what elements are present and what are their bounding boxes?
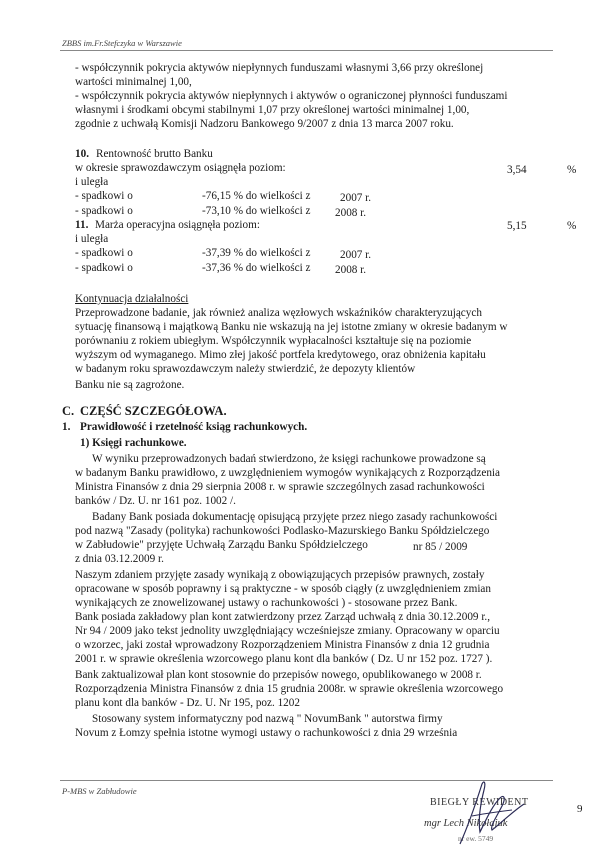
section-10-row-year: 2007 r.: [340, 192, 372, 204]
section-10-number: 10.: [75, 148, 89, 160]
section-10-row-label: - spadkowi o: [75, 190, 133, 202]
body-line: w Zabłudowie" przyjęte Uchwałą Zarządu Banku Spółdzielczego: [75, 539, 368, 551]
body-line: wynikających ze znowelizowanej ustawy o rachunkowości ) - stosowane przez Bank.: [75, 597, 458, 609]
section-10-row-label: - spadkowi o: [75, 205, 133, 217]
continuation-line: wyższym od wymaganego. Mimo złej jakość portfela kredytowego, oraz obniżenia kapitału: [75, 349, 486, 361]
body-line: Rozporządzenia Ministra Finansów z dnia 15 grudnia 2008r. w sprawie określenia wzorcowego: [75, 683, 504, 695]
section-11-row-label: - spadkowi o: [75, 247, 133, 259]
body-line: o wzorzec, jaki został wprowadzony Rozporządzeniem Ministra Finansów z dnia 12 grudnia: [75, 639, 490, 651]
section-11-row-pct: -37,36 % do wielkości z: [202, 262, 311, 274]
section-10-unit: %: [567, 164, 577, 176]
intro-line: zgodnie z uchwałą Komisji Nadzoru Bankowego 9/2007 z dnia 13 marca 2007 roku.: [75, 118, 454, 130]
continuation-line: w badanym roku sprawozdawczym należy stwierdzić, że depozyty klientów: [75, 363, 416, 375]
body-line: W wyniku przeprowadzonych badań stwierdzono, że księgi rachunkowe prowadzone są: [92, 453, 486, 465]
body-line: Bank zaktualizował plan kont stosownie do przepisów nowego, opublikowanego w 2008 r.: [75, 669, 482, 681]
intro-line: - współczynnik pokrycia aktywów niepłynnych i aktywów o ograniczonej płynności funduszami: [75, 90, 508, 102]
body-line: Ministra Finansów z dnia 29 sierpnia 2008 r. w sprawie szczególnych zasad rachunkowości: [75, 481, 485, 493]
body-line: w badanym Banku prawidłowo, z uwzględnieniem wymogów wynikających z Rozporządzenia: [75, 467, 500, 479]
continuation-line: Banku nie są zagrożone.: [75, 379, 185, 391]
body-line: Badany Bank posiada dokumentację opisującą przyjęte przez niego zasady rachunkowości: [92, 511, 498, 523]
section-10-value: 3,54: [507, 164, 527, 176]
page-number: 9: [577, 803, 583, 815]
intro-line: - współczynnik pokrycia aktywów niepłynnych funduszami własnymi 3,66 przy określonej: [75, 62, 484, 74]
continuation-line: sytuację finansową i majątkową Banku nie wskazują na jej istotne zmiany w okresie badanym w: [75, 321, 508, 333]
section-10-row-pct: -76,15 % do wielkości z: [202, 190, 311, 202]
section-11-unit: %: [567, 220, 577, 232]
auditor-stamp-title: BIEGŁY REWIDENT: [430, 797, 529, 808]
section-11-row-label: - spadkowi o: [75, 262, 133, 274]
intro-line: własnymi i środkami obcymi stabilnymi 1,07 przy określonej wartości minimalnej 1,00,: [75, 104, 470, 116]
body-line: z dnia 03.12.2009 r.: [75, 553, 164, 565]
section-11-row-pct: -37,39 % do wielkości z: [202, 247, 311, 259]
continuation-heading: Kontynuacja działalności: [75, 293, 189, 305]
body-line: planu kont dla banków - Dz. U. Nr 195, poz. 1202: [75, 697, 300, 709]
body-line: banków / Dz. U. nr 161 poz. 1002 /.: [75, 495, 236, 507]
section-11-title: Marża operacyjna osiągnęła poziom:: [95, 219, 260, 231]
handwritten-signature: [420, 776, 540, 846]
continuation-line: Przeprowadzone badanie, jak również analiza węzłowych wskaźników charakteryzujących: [75, 307, 482, 319]
auditor-stamp-number: nr ew. 5749: [458, 834, 494, 843]
section-11-text: i uległa: [75, 233, 109, 245]
body-line: 2001 r. w sprawie określenia wzorcowego planu kont dla banków ( Dz. U nr 152 poz. 1727 ).: [75, 653, 493, 665]
body-line: pod nazwą "Zasady (polityka) rachunkowości Podlasko-Mazurskiego Banku Spółdzielczego: [75, 525, 490, 537]
body-line: Bank posiada zakładowy plan kont zatwierdzony przez Zarząd uchwałą z dnia 30.12.2009 r.,: [75, 611, 491, 623]
section-1-label: 1.: [62, 421, 71, 433]
page-header: ZBBS im.Fr.Stefczyka w Warszawie: [62, 38, 182, 48]
auditor-stamp-name: mgr Lech Nikołajuk: [424, 818, 508, 829]
intro-line: wartości minimalnej 1,00,: [75, 76, 192, 88]
body-line: Stosowany system informatyczny pod nazwą " NovumBank " autorstwa firmy: [92, 713, 443, 725]
section-10-title: Rentowność brutto Banku: [96, 148, 213, 160]
continuation-line: porównaniu z rokiem ubiegłym. Współczynnik wypłacalności kształtuje się na poziomie: [75, 335, 472, 347]
header-rule: [60, 50, 553, 51]
section-10-row-year: 2008 r.: [335, 207, 367, 219]
body-line: Naszym zdaniem przyjęte zasady wynikają z obowiązujących przepisów prawnych, zostały: [75, 569, 485, 581]
section-11-value: 5,15: [507, 220, 527, 232]
body-line: Novum z Łomzy spełnia istotne wymogi ustawy o rachunkowości z dnia 29 września: [75, 727, 458, 739]
section-11-number: 11.: [75, 219, 89, 231]
subsection-1-title: 1) Księgi rachunkowe.: [80, 437, 187, 449]
section-10-row-pct: -73,10 % do wielkości z: [202, 205, 311, 217]
part-c-label: C.: [62, 404, 75, 418]
part-c-title: CZĘŚĆ SZCZEGÓŁOWA.: [80, 404, 227, 418]
section-10-text: w okresie sprawozdawczym osiągnęła poziom:: [75, 162, 286, 174]
section-10-text: i uległa: [75, 176, 109, 188]
section-11-row-year: 2008 r.: [335, 264, 367, 276]
section-11-row-year: 2007 r.: [340, 249, 372, 261]
section-1-title: Prawidłowość i rzetelność ksiąg rachunkowych.: [80, 421, 308, 433]
body-line: opracowane w sposób poprawny i są praktyczne - w sposób ciągły (z uwzględnieniem zmian: [75, 583, 491, 595]
resolution-number: nr 85 / 2009: [413, 541, 468, 553]
body-line: Nr 94 / 2009 jako tekst jednolity uwzględniający wcześniejsze zmiany. Opracowany w oparciu: [75, 625, 500, 637]
page-footer: P-MBS w Zabłudowie: [62, 786, 137, 796]
